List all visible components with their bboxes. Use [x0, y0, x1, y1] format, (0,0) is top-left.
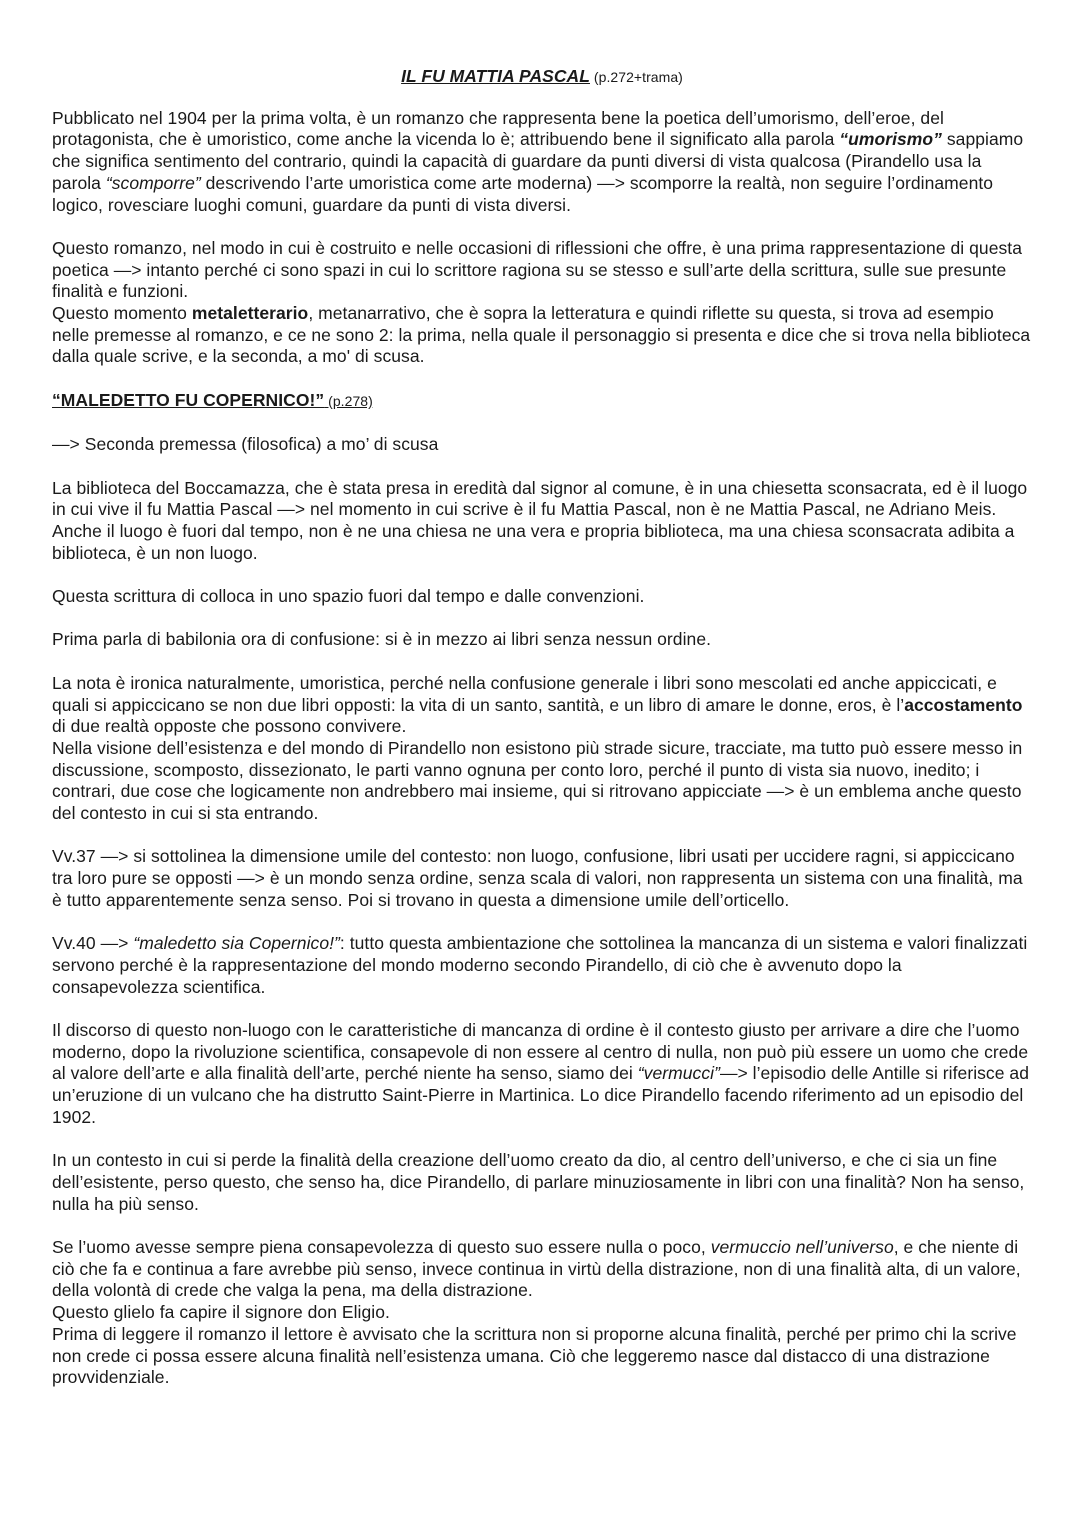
paragraph-nota-ironica	[52, 673, 1032, 738]
title-page-ref: (p.272+trama)	[589, 69, 683, 85]
text-run: Il discorso di questo non-luogo con le caratteristiche di mancanza di ordine è il contesto giusto per arrivare a dire che l’uomo moderno, dopo la rivoluzione scientifica, consapevole di non essere al centro di nulla, non può più essere un uomo che crede al valore dell’arte e alla finalità dell’arte, perché niente ha senso, siamo dei	[52, 1020, 1029, 1084]
text-run: Pubblicato nel 1904 per la prima volta, è un romanzo che rappresenta bene la poetica dell’umorismo, dell’eroe, del protagonista, che è umoristico, come anche la vicenda lo è; attribuendo bene il significato alla parola	[52, 107, 944, 150]
paragraph-metaletterario	[52, 303, 1032, 368]
paragraph-non-luogo	[52, 1020, 1032, 1129]
emphasis-metaletterario: metaletterario	[191, 303, 309, 324]
section-heading	[52, 390, 1032, 413]
paragraph-vv37: Vv.37 —> si sottolinea la dimensione umile del contesto: non luogo, confusione, libri usati per uccidere ragni, si appiccicano tra loro pure se opposti —> è un mondo senza ordine, senza scala di valori, non rappresenta un sistema con una finalità, ma è tutto apparentemente senza senso. Poi si trovano in questa a dimensione umile dell’orticello.	[52, 846, 1023, 910]
emphasis-vermucci: “vermucci”	[637, 1063, 720, 1084]
text-run: —> l’episodio delle Antille si riferisce ad un’eruzione di un vulcano che ha distrutto Saint-Pierre in Martinica. Lo dice Pirandello facendo riferimento ad un episodio del 1902.	[52, 1063, 1029, 1127]
text-run: di due realtà opposte che possono convivere.	[52, 716, 407, 737]
emphasis-scomporre: “scomporre”	[105, 172, 201, 193]
paragraph-premessa: —> Seconda premessa (filosofica) a mo’ di scusa	[52, 434, 439, 455]
section-page-ref: (p.278)	[324, 392, 373, 409]
paragraph-poetica: Questo romanzo, nel modo in cui è costruito e nelle occasioni di riflessioni che offre, è una prima rappresentazione di questa poetica —> intanto perché ci sono spazi in cui lo scrittore ragiona su se stesso e sull’arte della scrittura, sulle sue presunte finalità e funzioni.	[52, 237, 1022, 302]
paragraph-finalita: In un contesto in cui si perde la finalità della creazione dell’uomo creato da dio, al centro dell’universo, e che ci sia un fine dell’esistente, perso questo, che senso ha, dice Pirandello, di parlare minuziosamente in libri con una finalità? Non ha senso, nulla ha più senso.	[52, 1150, 1025, 1214]
paragraph-biblioteca: La biblioteca del Boccamazza, che è stata presa in eredità dal signor al comune, è in una chiesetta sconsacrata, ed è il luogo in cui vive il fu Mattia Pascal —> nel momento in cui scrive è il fu Mattia Pascal, non è ne Mattia Pascal, ne Adriano Meis. Anche il luogo è fuori dal tempo, non è ne una chiesa ne una vera e propria biblioteca, ma una chiesa sconsacrata adibita a biblioteca, è un non luogo.	[52, 477, 1028, 563]
text-run: , metanarrativo, che è sopra la letteratura e quindi riflette su questa, si trova ad esempio nelle premesse al romanzo, e ce ne sono 2: la prima, nella quale il personaggio si presenta e dice che si trova nella biblioteca dalla quale scrive, e la seconda, a mo' di scusa.	[52, 303, 1031, 367]
text-run: Questo momento	[52, 303, 192, 324]
paragraph-scrittura: Questa scrittura di colloca in uno spazio fuori dal tempo e dalle convenzioni.	[52, 586, 645, 607]
emphasis-vermuccio: vermuccio nell’universo	[710, 1237, 894, 1258]
text-run: La nota è ironica naturalmente, umoristica, perché nella confusione generale i libri sono mescolati ed anche appiccicati, e quali si appiccicano se non due libri opposti: la vita di un santo, santità, e un libro di amare le donne, eros, è l’	[52, 672, 997, 715]
paragraph-intro	[52, 108, 1032, 217]
paragraph-don-eligio: Questo glielo fa capire il signore don Eligio.	[52, 1302, 390, 1323]
page-title	[52, 66, 1032, 89]
paragraph-conclusione: Prima di leggere il romanzo il lettore è avvisato che la scrittura non si proporne alcuna finalità, perché per primo chi la scrive non crede ci possa essere alcuna finalità nell’esistenza umana. Ciò che leggeremo nasce dal distacco di una distrazione provvidenziale.	[52, 1323, 1017, 1388]
paragraph-babilonia: Prima parla di babilonia ora di confusione: si è in mezzo ai libri senza nessun ordine.	[52, 629, 712, 650]
paragraph-consapevolezza	[52, 1237, 1032, 1302]
section-heading-text: “MALEDETTO FU COPERNICO!”	[52, 389, 325, 410]
text-run: : tutto questa ambientazione che sottolinea la mancanza di un sistema e valori finalizzati servono perché è la rappresentazione del mondo moderno secondo Pirandello, di ciò che è avvenuto dopo la consapevolezza scientifica.	[52, 933, 1028, 997]
paragraph-vv40	[52, 933, 1032, 998]
emphasis-umorismo: “umorismo”	[839, 129, 942, 150]
text-run: , e che niente di ciò che fa e continua a fare avrebbe più senso, invece continua in virtù della distrazione, non di una finalità alta, di un valore, della volontà di crede che valga la pena, ma della distrazione.	[52, 1237, 1021, 1301]
emphasis-copernico: “maledetto sia Copernico!”	[133, 933, 340, 954]
text-run: Se l’uomo avesse sempre piena consapevolezza di questo suo essere nulla o poco,	[52, 1237, 711, 1258]
title-text: IL FU MATTIA PASCAL	[401, 66, 590, 86]
paragraph-visione: Nella visione dell’esistenza e del mondo di Pirandello non esistono più strade sicure, tracciate, ma tutto può essere messo in discussione, scomposto, dissezionato, le parti vanno ognuna per conto loro, perché il punto di vista sia nuovo, inedito; i contrari, due cose che logicamente non andrebbero mai insieme, qui si ritrovano appicciate —> è un emblema anche questo del contesto in cui si sta entrando.	[52, 737, 1023, 824]
text-run: descrivendo l’arte umoristica come arte moderna) —> scomporre la realtà, non seguire l’ordinamento logico, rovesciare luoghi comuni, guardare da punti di vista diversi.	[52, 172, 994, 215]
text-run: Vv.40 —>	[52, 933, 134, 954]
document-page	[52, 66, 1032, 1389]
text-run: sappiamo che significa sentimento del contrario, quindi la capacità di guardare da punti diversi di vista qualcosa (Pirandello usa la parola	[52, 129, 1024, 193]
emphasis-accostamento: accostamento	[904, 694, 1023, 715]
